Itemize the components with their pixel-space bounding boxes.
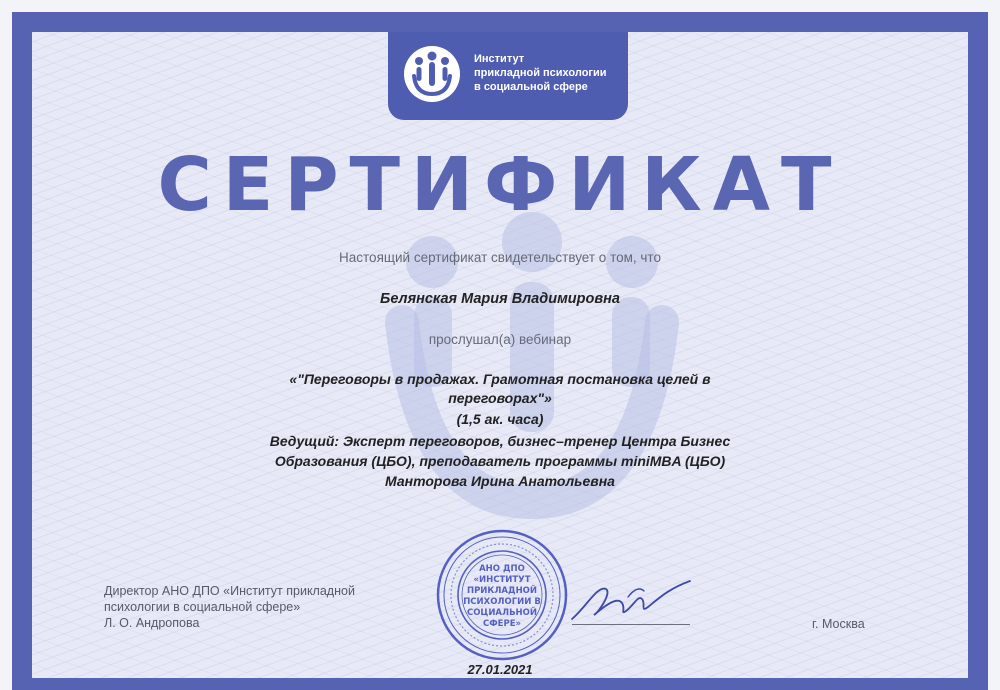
director-line: Директор АНО ДПО «Институт прикладной xyxy=(104,584,355,598)
host-info xyxy=(222,431,778,491)
city-label: г. Москва xyxy=(812,617,865,631)
intro-text: Настоящий сертификат свидетельствует о том, что xyxy=(339,250,661,265)
webinar-hours: (1,5 ак. часа) xyxy=(456,411,544,427)
logo-line: в социальной сфере xyxy=(474,81,588,93)
logo-line: Институт xyxy=(474,53,525,65)
stamp-line: АНО ДПО xyxy=(479,564,525,574)
stamp-line: СФЕРЕ» xyxy=(482,619,522,629)
certificate-title: СЕРТИФИКАТ xyxy=(157,142,843,228)
certificate-sheet xyxy=(32,32,968,678)
logo-line: прикладной психологии xyxy=(474,67,607,79)
logo-text xyxy=(474,52,624,94)
director-line: Л. О. Андропова xyxy=(104,616,200,630)
official-stamp xyxy=(434,527,570,663)
host-line: Ведущий: Эксперт переговоров, бизнес–тренер Центра Бизнес xyxy=(269,433,731,449)
director-line: психологии в социальной сфере» xyxy=(104,600,301,614)
stamp-line: «ИНСТИТУТ xyxy=(473,575,531,585)
stamp-line: ПСИХОЛОГИИ В xyxy=(463,597,541,607)
issue-date: 27.01.2021 xyxy=(467,662,533,677)
host-line: Образования (ЦБО), преподаватель программы miniMBA (ЦБО) xyxy=(274,453,726,469)
recipient-name: Белянская Мария Владимировна xyxy=(380,291,620,307)
handwritten-signature xyxy=(568,567,698,627)
logo-banner xyxy=(388,32,628,120)
certificate-frame xyxy=(12,12,988,690)
people-circle-logo-icon xyxy=(402,42,462,106)
stamp-line: ПРИКЛАДНОЙ xyxy=(466,586,538,596)
webinar-title: «"Переговоры в продажах. Грамотная постановка целей в переговорах"» xyxy=(289,371,711,406)
host-line: Манторова Ирина Анатольевна xyxy=(385,473,615,489)
stamp-line: СОЦИАЛЬНОЙ xyxy=(466,608,538,618)
action-text: прослушал(а) вебинар xyxy=(428,332,572,347)
signature-line xyxy=(572,624,690,625)
director-signature-block xyxy=(104,583,404,631)
